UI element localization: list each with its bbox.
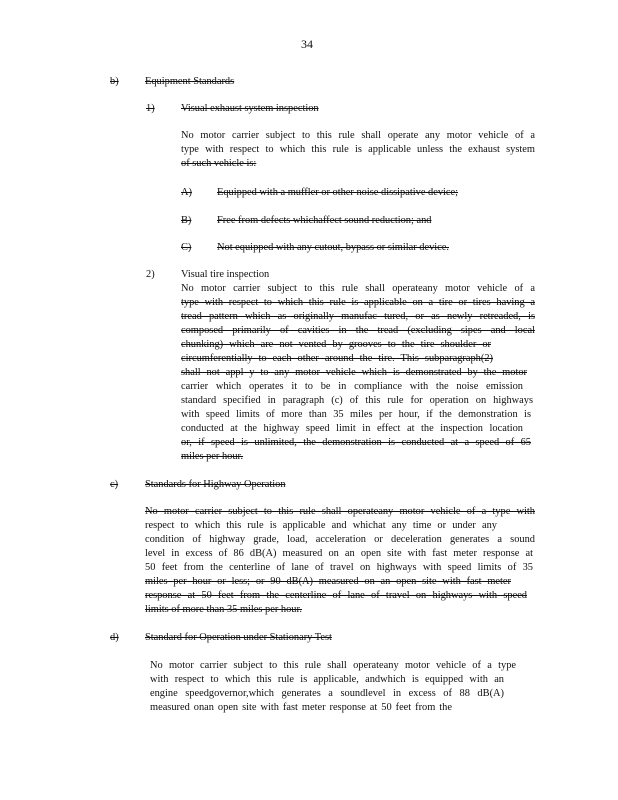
item-1-C-label: C) [181,242,192,253]
item-2-line-10: with speed limits of more than 35 miles per hour, if the demonstration is [181,409,531,420]
item-1-B-label: B) [181,215,192,226]
item-1-B-text: Free from defects whichaffect sound reduction; and [217,215,432,226]
item-2-line-3: tread pattern which as originally manufac tured, or as newly retreaded, is [181,311,535,322]
section-c-line-1: No motor carrier subject to this rule shall operateany motor vehicle of a type with [145,506,535,517]
section-c-line-6: miles per hour or less; or 90 dB(A) measured on an open site with fast meter [145,576,511,587]
section-d-label: d) [110,632,119,643]
item-2-line-1: No motor carrier subject to this rule shall operateany motor vehicle of a [181,283,535,294]
item-1-line-3: of such vehicle is: [181,158,257,169]
item-1-title: Visual exhaust system inspection [181,103,319,114]
section-b-title: Equipment Standards [145,76,235,87]
section-c-line-4: level in excess of 86 dB(A) measured on an open site with fast meter response at [145,548,533,559]
section-d-line-3: engine speedgovernor,which generates a soundlevel in excess of 88 dB(A) [150,688,504,699]
item-1-A-text: Equipped with a muffler or other noise dissipative device; [217,187,459,198]
section-d-line-2: with respect to which this rule is applicable, andwhich is equipped with an [150,674,504,685]
section-d-line-1: No motor carrier subject to this rule shall operateany motor vehicle of a type [150,660,516,671]
item-2-line-12: or, if speed is unlimited, the demonstration is conducted at a speed of 65 [181,437,531,448]
section-c-label: c) [110,479,119,490]
item-1-line-2: type with respect to which this rule is applicable unless the exhaust system [181,144,535,155]
item-1-C-text: Not equipped with any cutout, bypass or similar device. [217,242,450,253]
item-1-A-label: A) [181,187,192,198]
section-d-title: Standard for Operation under Stationary Test [145,632,332,643]
section-c-line-7: response at 50 feet from the centerline of lane of travel on highways with speed [145,590,527,601]
section-c-line-3: condition of highway grade, load, acceleration or deceleration generates a sound [145,534,535,545]
item-2-line-8: carrier which operates it to be in compliance with the noise emission [181,381,523,392]
section-d-line-4: measured onan open site with fast meter response at 50 feet from the [150,702,452,713]
section-c-line-8: limits of more than 35 miles per hour. [145,604,302,615]
item-2-line-5: chunking) which are not vented by grooves to the tire shoulder or [181,339,491,350]
page-number: 34 [301,37,313,51]
section-c-line-5: 50 feet from the centerline of lane of travel on highways with speed limits of 35 [145,562,533,573]
section-b-label: b) [110,76,119,87]
item-2-line-2: type with respect to which this rule is applicable on a tire or tires having a [181,297,535,308]
item-1-line-1: No motor carrier subject to this rule shall operate any motor vehicle of a [181,130,535,141]
item-2-line-13: miles per hour. [181,451,244,462]
item-2-label: 2) [146,269,155,280]
item-2-line-7: shall not appl y to any motor vehicle which is demonstrated by the motor [181,367,527,378]
item-2-line-11: conducted at the highway speed limit in effect at the inspection location [181,423,523,434]
section-c-title: Standards for Highway Operation [145,479,286,490]
item-2-line-6: circumferentially to each other around the tire. This subparagraph(2) [181,353,493,364]
item-2-title: Visual tire inspection [181,269,270,280]
item-2-line-9: standard specified in paragraph (c) of this rule for operation on highways [181,395,533,406]
item-2-line-4: composed primarily of cavities in the tread (excluding sipes and local [181,325,535,336]
section-c-line-2: respect to which this rule is applicable and whichat any time or under any [145,520,497,531]
item-1-label: 1) [146,103,155,114]
